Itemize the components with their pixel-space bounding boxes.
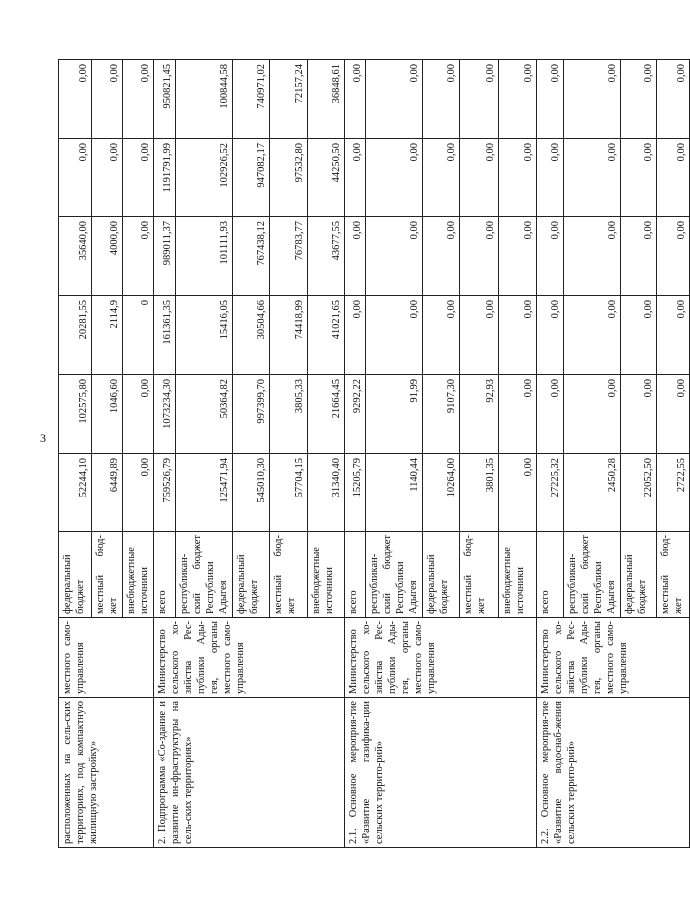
table-row [537, 60, 563, 848]
amount-cell: 0,00 [344, 296, 365, 375]
amount-cell: 20281,55 [59, 296, 92, 375]
amount-cell: 0,00 [620, 217, 656, 296]
funding-source-cell: федеральный бюджет [59, 532, 92, 618]
amount-cell: 950821,45 [154, 60, 175, 139]
amount-cell: 0,00 [537, 139, 563, 217]
amount-cell: 2114,9 [92, 296, 123, 375]
amount-cell: 0,00 [123, 217, 154, 296]
amount-cell: 0,00 [620, 139, 656, 217]
amount-cell: 0,00 [656, 296, 689, 375]
amount-cell: 0,00 [459, 296, 499, 375]
amount-cell: 0,00 [499, 139, 537, 217]
funding-source-cell: республикан-ский бюджет Республики Адыгея [563, 532, 620, 618]
amount-cell: 0,00 [459, 60, 499, 139]
amount-cell: 44250,50 [308, 139, 344, 217]
amount-cell: 0,00 [344, 139, 365, 217]
amount-cell: 125471,94 [175, 454, 232, 532]
amount-cell: 50364,82 [175, 375, 232, 454]
amount-cell: 41021,65 [308, 296, 344, 375]
amount-cell: 15416,05 [175, 296, 232, 375]
amount-cell: 2450,28 [563, 454, 620, 532]
amount-cell: 0,00 [620, 375, 656, 454]
amount-cell: 0,00 [92, 60, 123, 139]
amount-cell: 0,00 [656, 375, 689, 454]
amount-cell: 74418,99 [270, 296, 308, 375]
funding-source-cell: республикан-ский бюджет Республики Адыгея [175, 532, 232, 618]
amount-cell: 0,00 [423, 217, 459, 296]
amount-cell: 947082,17 [232, 139, 270, 217]
program-name-cell: 2.2. Основное мероприя-тие «Развитие водоснаб-жения сельских террито-рий» [537, 698, 690, 848]
program-name-cell: расположенных на сель-ских территориях, под компактную жилищную застройку» [59, 698, 154, 848]
amount-cell: 1073234,30 [154, 375, 175, 454]
amount-cell: 102575,80 [59, 375, 92, 454]
amount-cell: 0,00 [423, 60, 459, 139]
amount-cell: 52244,10 [59, 454, 92, 532]
funding-source-cell: местный бюд-жет [92, 532, 123, 618]
amount-cell: 0,00 [537, 375, 563, 454]
amount-cell: 0,00 [563, 375, 620, 454]
amount-cell: 0,00 [59, 60, 92, 139]
amount-cell: 0,00 [459, 217, 499, 296]
funding-source-cell: федеральный бюджет [232, 532, 270, 618]
amount-cell: 1140,44 [366, 454, 423, 532]
amount-cell: 35640,00 [59, 217, 92, 296]
funding-source-cell: внебюджетные источники [308, 532, 344, 618]
amount-cell: 43677,55 [308, 217, 344, 296]
table-row [154, 60, 175, 848]
amount-cell: 759526,79 [154, 454, 175, 532]
amount-cell: 31340,40 [308, 454, 344, 532]
funding-source-cell: внебюджетные источники [499, 532, 537, 618]
amount-cell: 0,00 [123, 454, 154, 532]
amount-cell: 997399,70 [232, 375, 270, 454]
amount-cell: 0,00 [563, 296, 620, 375]
amount-cell: 21664,45 [308, 375, 344, 454]
amount-cell: 4000,00 [92, 217, 123, 296]
amount-cell: 0,00 [537, 296, 563, 375]
amount-cell: 91,99 [366, 375, 423, 454]
amount-cell: 0,00 [656, 217, 689, 296]
executor-cell: местного само-управления [59, 618, 154, 698]
amount-cell: 0,00 [563, 139, 620, 217]
amount-cell: 15205,79 [344, 454, 365, 532]
amount-cell: 0,00 [499, 60, 537, 139]
amount-cell: 97532,80 [270, 139, 308, 217]
amount-cell: 1191791,99 [154, 139, 175, 217]
page-number: 3 [40, 431, 46, 445]
funding-source-cell: федеральный бюджет [423, 532, 459, 618]
program-name-cell: 2.1. Основное мероприя-тие «Развитие газифика-ции сельских террито-рий» [344, 698, 536, 848]
amount-cell: 0 [123, 296, 154, 375]
amount-cell: 0,00 [499, 217, 537, 296]
amount-cell: 0,00 [423, 139, 459, 217]
executor-cell: Министерство сельского хо-зяйства Рес-публики Ады-гея, органы местного само-управления [344, 618, 536, 698]
amount-cell: 9292,22 [344, 375, 365, 454]
amount-cell: 0,00 [344, 60, 365, 139]
amount-cell: 57704,15 [270, 454, 308, 532]
amount-cell: 0,00 [620, 296, 656, 375]
funding-source-cell: всего [154, 532, 175, 618]
amount-cell: 0,00 [499, 454, 537, 532]
amount-cell: 0,00 [366, 139, 423, 217]
funding-source-cell: федеральный бюджет [620, 532, 656, 618]
amount-cell: 0,00 [366, 296, 423, 375]
amount-cell: 6449,89 [92, 454, 123, 532]
amount-cell: 101111,93 [175, 217, 232, 296]
table-row [344, 60, 365, 848]
funding-source-cell: всего [537, 532, 563, 618]
program-name-cell: 2. Подпрограмма «Со-здание и развитие ин-фраструктуры на сель-ских территориях» [154, 698, 345, 848]
amount-cell: 0,00 [563, 217, 620, 296]
amount-cell: 9107,30 [423, 375, 459, 454]
amount-cell: 0,00 [537, 60, 563, 139]
amount-cell: 0,00 [123, 139, 154, 217]
table-body [59, 60, 690, 848]
amount-cell: 0,00 [499, 375, 537, 454]
amount-cell: 0,00 [59, 139, 92, 217]
funding-source-cell: республикан-ский бюджет Республики Адыгея [366, 532, 423, 618]
amount-cell: 76783,77 [270, 217, 308, 296]
amount-cell: 740971,02 [232, 60, 270, 139]
amount-cell: 0,00 [366, 217, 423, 296]
amount-cell: 10264,00 [423, 454, 459, 532]
amount-cell: 0,00 [656, 139, 689, 217]
amount-cell: 36848,61 [308, 60, 344, 139]
amount-cell: 0,00 [537, 217, 563, 296]
amount-cell: 102926,52 [175, 139, 232, 217]
budget-table [58, 59, 690, 848]
amount-cell: 0,00 [620, 60, 656, 139]
amount-cell: 100844,58 [175, 60, 232, 139]
amount-cell: 22052,50 [620, 454, 656, 532]
amount-cell: 767438,12 [232, 217, 270, 296]
amount-cell: 0,00 [563, 60, 620, 139]
executor-cell: Министерство сельского хо-зяйства Рес-публики Ады-гея, органы местного само-управления [537, 618, 690, 698]
amount-cell: 0,00 [92, 139, 123, 217]
budget-table-rotated [58, 60, 687, 848]
funding-source-cell: местный бюд-жет [656, 532, 689, 618]
amount-cell: 0,00 [459, 139, 499, 217]
amount-cell: 2722,55 [656, 454, 689, 532]
amount-cell: 0,00 [123, 375, 154, 454]
funding-source-cell: местный бюд-жет [270, 532, 308, 618]
funding-source-cell: внебюджетные источники [123, 532, 154, 618]
amount-cell: 1046,60 [92, 375, 123, 454]
table-row [59, 60, 92, 848]
amount-cell: 0,00 [499, 296, 537, 375]
amount-cell: 27225,32 [537, 454, 563, 532]
amount-cell: 30504,66 [232, 296, 270, 375]
amount-cell: 92,93 [459, 375, 499, 454]
funding-source-cell: всего [344, 532, 365, 618]
amount-cell: 0,00 [123, 60, 154, 139]
executor-cell: Министерство сельского хо-зяйства Рес-публики Ады-гея, органы местного само-управления [154, 618, 345, 698]
amount-cell: 3805,33 [270, 375, 308, 454]
amount-cell: 0,00 [423, 296, 459, 375]
amount-cell: 0,00 [366, 60, 423, 139]
amount-cell: 72157,24 [270, 60, 308, 139]
amount-cell: 0,00 [656, 60, 689, 139]
amount-cell: 3801,35 [459, 454, 499, 532]
amount-cell: 545010,30 [232, 454, 270, 532]
amount-cell: 0,00 [344, 217, 365, 296]
funding-source-cell: местный бюд-жет [459, 532, 499, 618]
amount-cell: 161361,35 [154, 296, 175, 375]
amount-cell: 989011,37 [154, 217, 175, 296]
